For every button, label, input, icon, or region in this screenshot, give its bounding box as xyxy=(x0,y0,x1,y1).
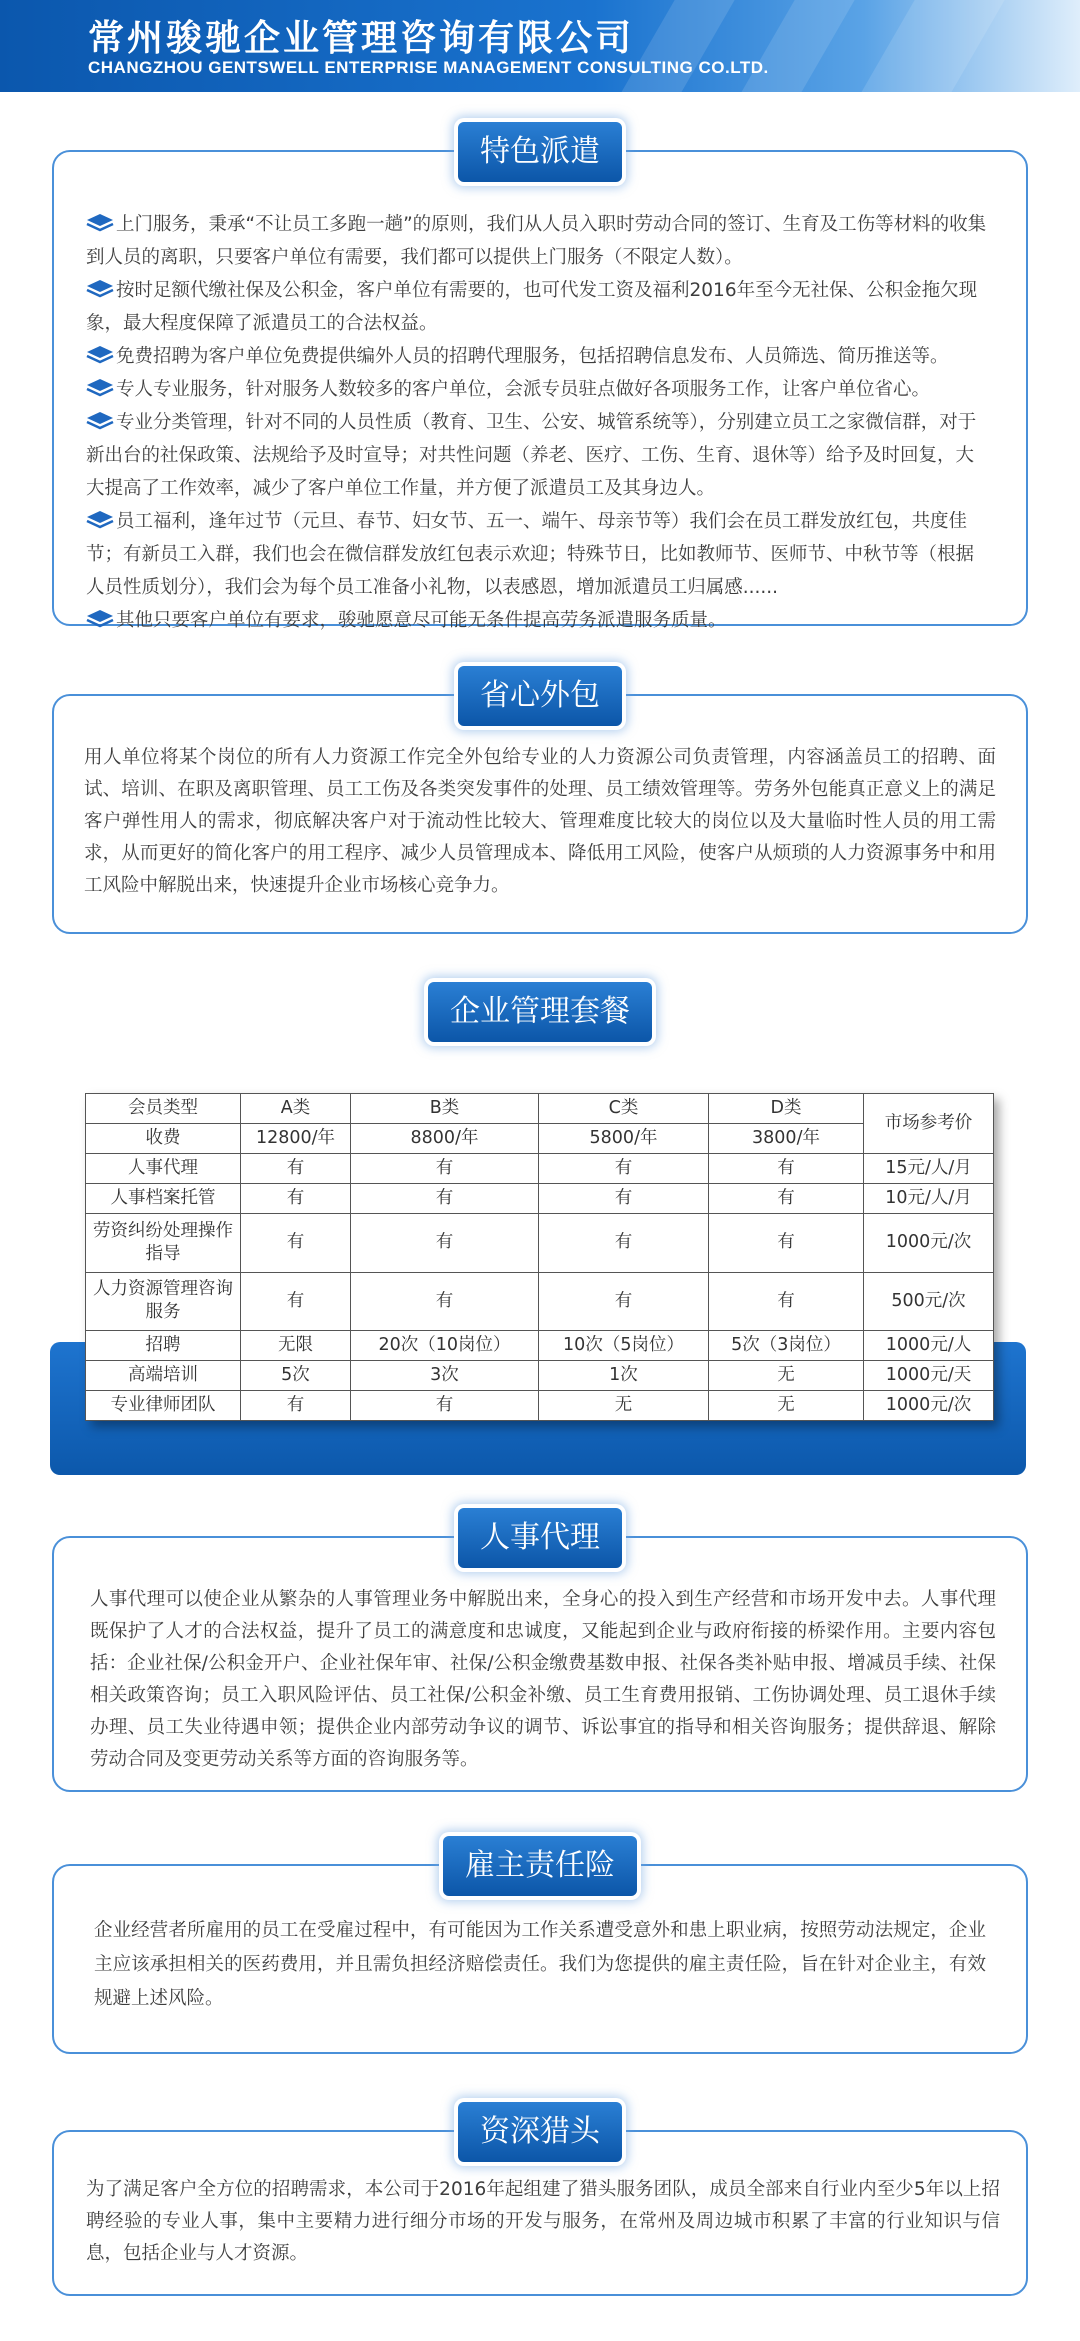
table-cell: 10元/人/月 xyxy=(864,1184,994,1214)
section-employer-liability xyxy=(52,1848,1028,2054)
table-cell: 20次（10岗位） xyxy=(351,1330,539,1360)
table-header-cell: 市场参考价 xyxy=(864,1094,994,1154)
table-cell: 10次（5岗位） xyxy=(539,1330,709,1360)
table-cell: 500元/次 xyxy=(864,1272,994,1330)
table-cell: 无限 xyxy=(241,1330,351,1360)
table-cell: 1000元/天 xyxy=(864,1360,994,1390)
table-row xyxy=(86,1330,994,1360)
table-row xyxy=(86,1184,994,1214)
table-row xyxy=(86,1154,994,1184)
company-name-cn: 常州骏驰企业管理咨询有限公司 xyxy=(88,18,635,59)
table-cell: 有 xyxy=(709,1184,864,1214)
headhunting-text: 为了满足客户全方位的招聘需求，本公司于2016年起组建了猎头服务团队，成员全部来自行业内至少5年以上招聘经验的专业人事，集中主要精力进行细分市场的开发与服务，在常州及周边城市积累了丰富的行业知识与信息，包括企业与人才资源。 xyxy=(86,2179,1000,2264)
section-hr-agency xyxy=(52,1520,1028,1792)
table-header-cell: D类 xyxy=(709,1094,864,1124)
table-cell: 5800/年 xyxy=(539,1124,709,1154)
list-item: 上门服务，秉承“不让员工多跑一趟”的原则，我们从人员入职时劳动合同的签订、生育及工伤等材料的收集到人员的离职，只要客户单位有需要，我们都可以提供上门服务（不限定人数）。 xyxy=(86,208,988,274)
table-cell: 有 xyxy=(241,1184,351,1214)
table-cell: 1000元/人 xyxy=(864,1330,994,1360)
table-cell: 15元/人/月 xyxy=(864,1154,994,1184)
section-title-outsourcing: 省心外包 xyxy=(458,666,622,726)
package-table-card xyxy=(85,1093,993,1421)
table-cell: 招聘 xyxy=(86,1330,241,1360)
company-name-en: CHANGZHOU GENTSWELL ENTERPRISE MANAGEMENT CONSULTING CO.LTD. xyxy=(88,58,769,77)
header-decoration xyxy=(834,0,1016,92)
table-row xyxy=(86,1124,994,1154)
hr-agency-text: 人事代理可以使企业从繁杂的人事管理业务中解脱出来，全身心的投入到生产经营和市场开发中去。人事代理既保护了人才的合法权益，提升了员工的满意度和忠诚度，又能起到企业与政府衔接的桥梁作用。主要内容包括：企业社保/公积金开户、企业社保年审、社保/公积金缴费基数申报、社保各类补贴申报、增减员手续、社保相关政策咨询；员工入职风险评估、员工社保/公积金补缴、员工生育费用报销、工伤协调处理、员工退休手续办理、员工失业待遇申领；提供企业内部劳动争议的调节、诉讼事宜的指导和相关咨询服务；提供辞退、解除劳动合同及变更劳动关系等方面的咨询服务等。 xyxy=(90,1589,996,1770)
section-title-package: 企业管理套餐 xyxy=(428,982,652,1042)
table-cell: 劳资纠纷处理操作指导 xyxy=(86,1214,241,1272)
company-header xyxy=(0,0,1080,92)
table-cell: 有 xyxy=(539,1184,709,1214)
table-cell: 无 xyxy=(709,1360,864,1390)
table-row xyxy=(86,1360,994,1390)
list-item: 专人专业服务，针对服务人数较多的客户单位，会派专员驻点做好各项服务工作，让客户单位省心。 xyxy=(86,373,988,406)
table-cell: 12800/年 xyxy=(241,1124,351,1154)
table-header-cell: 会员类型 xyxy=(86,1094,241,1124)
table-cell: 有 xyxy=(351,1184,539,1214)
layers-icon xyxy=(86,508,114,528)
table-cell: 有 xyxy=(351,1154,539,1184)
table-header-cell: C类 xyxy=(539,1094,709,1124)
table-cell: 1000元/次 xyxy=(864,1214,994,1272)
table-cell: 人事档案托管 xyxy=(86,1184,241,1214)
table-cell: 有 xyxy=(241,1154,351,1184)
table-cell: 专业律师团队 xyxy=(86,1390,241,1420)
list-item: 其他只要客户单位有要求，骏驰愿意尽可能无条件提高劳务派遣服务质量。 xyxy=(86,604,988,637)
list-item: 按时足额代缴社保及公积金，客户单位有需要的，也可代发工资及福利2016年至今无社保、公积金拖欠现象，最大程度保障了派遣员工的合法权益。 xyxy=(86,274,988,340)
table-cell: 有 xyxy=(539,1214,709,1272)
table-cell: 5次 xyxy=(241,1360,351,1390)
section-headhunting xyxy=(52,2114,1028,2296)
table-cell: 5次（3岗位） xyxy=(709,1330,864,1360)
table-cell: 人力资源管理咨询服务 xyxy=(86,1272,241,1330)
table-header-row xyxy=(86,1094,994,1124)
layers-icon xyxy=(86,277,114,297)
table-cell: 有 xyxy=(241,1214,351,1272)
layers-icon xyxy=(86,607,114,627)
table-cell: 有 xyxy=(539,1154,709,1184)
table-cell: 有 xyxy=(351,1272,539,1330)
table-cell: 8800/年 xyxy=(351,1124,539,1154)
list-item: 专业分类管理，针对不同的人员性质（教育、卫生、公安、城管系统等），分别建立员工之家微信群，对于新出台的社保政策、法规给予及时宣导；对共性问题（养老、医疗、工伤、生育、退休等）给予及时回复，大大提高了工作效率，减少了客户单位工作量，并方便了派遣员工及其身边人。 xyxy=(86,406,988,505)
table-cell: 有 xyxy=(709,1154,864,1184)
list-item: 员工福利，逢年过节（元旦、春节、妇女节、五一、端午、母亲节等）我们会在员工群发放红包，共度佳节；有新员工入群，我们也会在微信群发放红包表示欢迎；特殊节日，比如教师节、医师节、中秋节等（根据人员性质划分），我们会为每个员工准备小礼物，以表感恩，增加派遣员工归属感...... xyxy=(86,505,988,604)
table-cell: 3次 xyxy=(351,1360,539,1390)
table-cell: 无 xyxy=(709,1390,864,1420)
table-cell: 收费 xyxy=(86,1124,241,1154)
table-cell: 有 xyxy=(539,1272,709,1330)
section-title-dispatch: 特色派遣 xyxy=(458,122,622,182)
table-cell: 无 xyxy=(539,1390,709,1420)
table-row xyxy=(86,1214,994,1272)
layers-icon xyxy=(86,211,114,231)
header-decoration xyxy=(714,0,866,92)
table-cell: 1次 xyxy=(539,1360,709,1390)
layers-icon xyxy=(86,343,114,363)
table-cell: 有 xyxy=(351,1390,539,1420)
table-cell: 有 xyxy=(709,1272,864,1330)
dispatch-list xyxy=(86,208,988,637)
table-cell: 有 xyxy=(241,1390,351,1420)
table-header-cell: A类 xyxy=(241,1094,351,1124)
table-cell: 有 xyxy=(241,1272,351,1330)
section-title-employer-liability: 雇主责任险 xyxy=(443,1836,637,1896)
table-cell: 有 xyxy=(709,1214,864,1272)
table-cell: 有 xyxy=(351,1214,539,1272)
table-cell: 高端培训 xyxy=(86,1360,241,1390)
table-cell: 人事代理 xyxy=(86,1154,241,1184)
section-outsourcing xyxy=(52,678,1028,934)
table-cell: 1000元/次 xyxy=(864,1390,994,1420)
outsourcing-text: 用人单位将某个岗位的所有人力资源工作完全外包给专业的人力资源公司负责管理，内容涵盖员工的招聘、面试、培训、在职及离职管理、员工工伤及各类突发事件的处理、员工绩效管理等。劳务外包能真正意义上的满足客户弹性用人的需求，彻底解决客户对于流动性比较大、管理难度比较大的岗位以及大量临时性人员的用工需求，从而更好的简化客户的用工程序、减少人员管理成本、降低用工风险，使客户从烦琐的人力资源事务中和用工风险中解脱出来，快速提升企业市场核心竞争力。 xyxy=(84,747,996,896)
package-table xyxy=(85,1093,994,1421)
table-row xyxy=(86,1272,994,1330)
employer-liability-text: 企业经营者所雇用的员工在受雇过程中，有可能因为工作关系遭受意外和患上职业病，按照劳动法规定，企业主应该承担相关的医药费用，并且需负担经济赔偿责任。我们为您提供的雇主责任险，旨在针对企业主，有效规避上述风险。 xyxy=(94,1920,986,2009)
section-title-hr-agency: 人事代理 xyxy=(458,1508,622,1568)
list-item: 免费招聘为客户单位免费提供编外人员的招聘代理服务，包括招聘信息发布、人员筛选、简历推送等。 xyxy=(86,340,988,373)
table-header-cell: B类 xyxy=(351,1094,539,1124)
section-dispatch xyxy=(52,134,1028,631)
table-row xyxy=(86,1390,994,1420)
section-title-headhunting: 资深猎头 xyxy=(458,2102,622,2162)
layers-icon xyxy=(86,409,114,429)
layers-icon xyxy=(86,376,114,396)
table-cell: 3800/年 xyxy=(709,1124,864,1154)
